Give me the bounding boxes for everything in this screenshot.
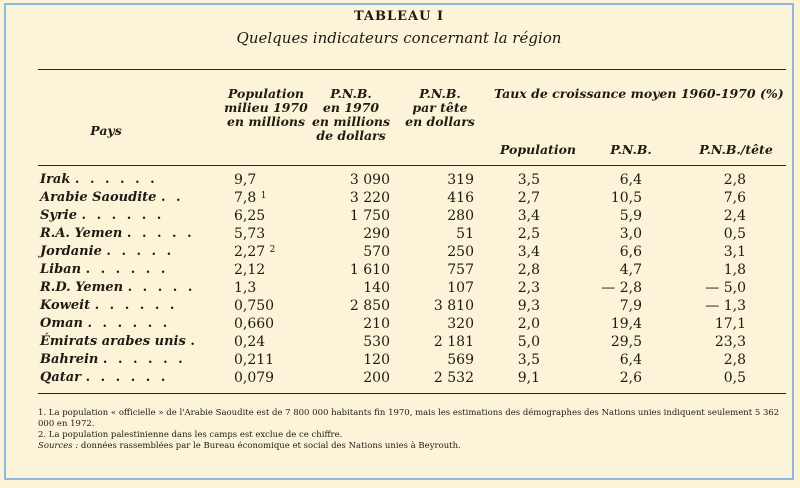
country-name: Koweit <box>40 298 91 313</box>
cell-value: 7,6 <box>723 190 746 206</box>
cell-g-pnb-tete <box>642 225 746 243</box>
cell-value: 2,5 <box>517 226 540 242</box>
footnote-1: 1. La population « officielle » de l'Arabie Saoudite est de 7 800 000 habitants fin 1970, mais les estimations des démographes des Nations unies indiquent seulement 5 362 000 en 1972. <box>38 408 780 429</box>
cell-g-pnb <box>540 261 642 279</box>
cell-value: 210 <box>363 316 390 332</box>
cell-population <box>234 207 298 225</box>
cell-pnb <box>298 171 390 189</box>
footnotes <box>38 408 786 452</box>
cell-pnb-tete <box>390 315 474 333</box>
cell-value: 6,25 <box>234 208 266 224</box>
cell-value: 5,73 <box>234 226 266 242</box>
cell-pnb-tete <box>390 189 474 207</box>
cell-value: 7,8 <box>234 190 257 206</box>
cell-g-pnb-tete <box>642 315 746 333</box>
country-cell <box>40 333 234 351</box>
document-page <box>4 3 794 480</box>
cell-value: 280 <box>447 208 474 224</box>
country-name: R.D. Yemen <box>40 280 124 295</box>
cell-population <box>234 315 298 333</box>
cell-population <box>234 369 298 387</box>
cell-value: 3,4 <box>517 244 540 260</box>
country-cell <box>40 225 234 243</box>
cell-value: 107 <box>447 280 474 296</box>
dot-leader: . . . . . . <box>81 208 165 223</box>
cell-value: 0,079 <box>234 370 275 386</box>
cell-g-pnb <box>540 243 642 261</box>
cell-value: 3,1 <box>723 244 746 260</box>
dot-leader: . . . . . . <box>85 262 169 277</box>
cell-g-pnb <box>540 171 642 189</box>
country-cell <box>40 207 234 225</box>
cell-g-pop <box>474 243 540 261</box>
cell-value: 250 <box>447 244 474 260</box>
header-taux-population: Population <box>499 142 577 157</box>
cell-g-pnb <box>540 297 642 315</box>
cell-population <box>234 297 298 315</box>
header-pnb-tete: P.N.B. par tête en dollars <box>405 86 475 129</box>
sources-text: données rassemblées par le Bureau économique et social des Nations unies à Beyrouth. <box>78 441 461 451</box>
cell-value: 569 <box>447 352 474 368</box>
cell-value: 2,0 <box>517 316 540 332</box>
cell-pnb <box>298 261 390 279</box>
cell-value: 51 <box>456 226 474 242</box>
cell-pnb-tete <box>390 279 474 297</box>
footnote-2: 2. La population palestinienne dans les camps est exclue de ce chiffre. <box>38 430 343 440</box>
cell-g-pnb-tete <box>642 171 746 189</box>
table-row <box>40 207 746 225</box>
cell-population <box>234 333 298 351</box>
cell-value: 3 090 <box>349 172 390 188</box>
country-name: Syrie <box>40 208 78 223</box>
dot-leader: . . . . . . <box>74 172 158 187</box>
country-cell <box>40 297 234 315</box>
cell-population <box>234 243 298 261</box>
bottom-rule <box>38 393 786 394</box>
cell-value: 2,3 <box>517 280 540 296</box>
cell-pnb-tete <box>390 243 474 261</box>
cell-g-pnb-tete <box>642 207 746 225</box>
cell-value: 140 <box>363 280 390 296</box>
dot-leader: . . . . . . <box>85 370 169 385</box>
cell-g-pop <box>474 369 540 387</box>
cell-g-pop <box>474 297 540 315</box>
cell-value: — 2,8 <box>601 280 642 296</box>
cell-value: 200 <box>363 370 390 386</box>
cell-value: 9,3 <box>517 298 540 314</box>
country-cell <box>40 315 234 333</box>
cell-value: 0,750 <box>234 298 275 314</box>
table-row <box>40 261 746 279</box>
header-rule <box>38 165 786 166</box>
cell-value: 757 <box>447 262 474 278</box>
table-row <box>40 297 746 315</box>
dot-leader: . . . . . . <box>102 352 186 367</box>
cell-g-pnb-tete <box>642 279 746 297</box>
cell-value: 3,5 <box>517 352 540 368</box>
cell-pnb <box>298 243 390 261</box>
cell-g-pnb-tete <box>642 297 746 315</box>
cell-population <box>234 225 298 243</box>
cell-g-pnb <box>540 351 642 369</box>
cell-pnb-tete <box>390 297 474 315</box>
cell-value: 120 <box>363 352 390 368</box>
dot-leader: . . . . . . <box>87 316 171 331</box>
cell-pnb <box>298 225 390 243</box>
country-cell <box>40 279 234 297</box>
header-pnb: P.N.B. en 1970 en millions de dollars <box>311 86 391 143</box>
cell-value: 17,1 <box>714 316 746 332</box>
country-cell <box>40 243 234 261</box>
table-row <box>40 189 746 207</box>
dot-leader: . . . . . <box>106 244 175 259</box>
cell-value: 29,5 <box>610 334 642 350</box>
cell-value: — 1,3 <box>705 298 746 314</box>
cell-value: 6,4 <box>619 172 642 188</box>
table-row <box>40 279 746 297</box>
table-row <box>40 333 746 351</box>
cell-g-pnb-tete <box>642 333 746 351</box>
cell-value: — 5,0 <box>705 280 746 296</box>
table-row <box>40 243 746 261</box>
country-name: Émirats arabes unis <box>40 334 186 349</box>
dot-leader: . . . . . <box>126 226 195 241</box>
cell-value: 2,27 <box>234 244 266 260</box>
cell-pnb-tete <box>390 207 474 225</box>
header-taux-pnb: P.N.B. <box>610 142 652 157</box>
header-population: Population milieu 1970 en millions <box>224 86 308 129</box>
cell-g-pop <box>474 315 540 333</box>
cell-value: 1,3 <box>234 280 257 296</box>
cell-pnb <box>298 369 390 387</box>
cell-g-pnb <box>540 207 642 225</box>
table-subtitle: Quelques indicateurs concernant la région <box>236 29 562 47</box>
cell-pnb <box>298 207 390 225</box>
cell-value: 2,7 <box>517 190 540 206</box>
cell-pnb-tete <box>390 333 474 351</box>
cell-value: 3,5 <box>517 172 540 188</box>
country-name: Liban <box>40 262 82 277</box>
sources-label: Sources : <box>38 441 79 451</box>
cell-value: 0,660 <box>234 316 275 332</box>
country-cell <box>40 351 234 369</box>
country-cell <box>40 369 234 387</box>
country-name: Oman <box>40 316 83 331</box>
cell-pnb <box>298 333 390 351</box>
sources-note <box>38 441 786 452</box>
cell-value: 4,7 <box>619 262 642 278</box>
cell-g-pnb-tete <box>642 369 746 387</box>
cell-value: 570 <box>363 244 390 260</box>
cell-value: 0,211 <box>234 352 275 368</box>
cell-value: 0,5 <box>723 226 746 242</box>
footnote-marker: 1 <box>260 191 267 201</box>
cell-value: 3 810 <box>433 298 474 314</box>
cell-pnb-tete <box>390 261 474 279</box>
cell-value: 2,6 <box>619 370 642 386</box>
cell-value: 530 <box>363 334 390 350</box>
cell-population <box>234 171 298 189</box>
cell-value: 3,0 <box>619 226 642 242</box>
indicators-table <box>40 171 746 387</box>
cell-value: 2,4 <box>723 208 746 224</box>
country-name: Qatar <box>40 370 82 385</box>
cell-g-pop <box>474 261 540 279</box>
cell-population <box>234 279 298 297</box>
cell-pnb <box>298 189 390 207</box>
cell-pnb <box>298 351 390 369</box>
cell-value: 2 181 <box>433 334 474 350</box>
table-row <box>40 315 746 333</box>
cell-value: 2,8 <box>517 262 540 278</box>
header-pays: Pays <box>90 123 122 138</box>
cell-value: 2 850 <box>349 298 390 314</box>
cell-value: 19,4 <box>610 316 642 332</box>
country-name: Irak <box>40 172 71 187</box>
cell-value: 23,3 <box>714 334 746 350</box>
cell-value: 9,1 <box>517 370 540 386</box>
cell-value: 9,7 <box>234 172 257 188</box>
dot-leader: . . <box>160 190 184 205</box>
cell-g-pnb-tete <box>642 261 746 279</box>
cell-value: 10,5 <box>610 190 642 206</box>
cell-value: 6,6 <box>619 244 642 260</box>
cell-pnb-tete <box>390 225 474 243</box>
dot-leader: . . . . . . <box>94 298 178 313</box>
country-cell <box>40 189 234 207</box>
country-name: Arabie Saoudite <box>40 190 157 205</box>
cell-value: 2,8 <box>723 172 746 188</box>
cell-value: 2 532 <box>433 370 474 386</box>
dot-leader: . <box>190 334 198 349</box>
cell-value: 3 220 <box>349 190 390 206</box>
cell-population <box>234 261 298 279</box>
table-row <box>40 351 746 369</box>
top-rule <box>38 69 786 70</box>
cell-pnb-tete <box>390 351 474 369</box>
country-cell <box>40 171 234 189</box>
table-row <box>40 225 746 243</box>
cell-value: 319 <box>447 172 474 188</box>
cell-value: 290 <box>363 226 390 242</box>
cell-value: 0,5 <box>723 370 746 386</box>
cell-g-pop <box>474 333 540 351</box>
cell-g-pnb-tete <box>642 243 746 261</box>
cell-pnb <box>298 297 390 315</box>
cell-value: 416 <box>447 190 474 206</box>
cell-pnb-tete <box>390 369 474 387</box>
cell-g-pop <box>474 171 540 189</box>
header-taux-pnb-tete: P.N.B./tête <box>699 142 773 157</box>
cell-pnb-tete <box>390 171 474 189</box>
cell-pnb <box>298 279 390 297</box>
footnote-marker: 2 <box>269 245 276 255</box>
table-title: TABLEAU I <box>353 9 445 24</box>
cell-g-pop <box>474 189 540 207</box>
cell-g-pnb <box>540 279 642 297</box>
cell-value: 2,8 <box>723 352 746 368</box>
cell-population <box>234 351 298 369</box>
cell-value: 3,4 <box>517 208 540 224</box>
cell-pnb <box>298 315 390 333</box>
cell-g-pnb <box>540 369 642 387</box>
cell-g-pop <box>474 351 540 369</box>
cell-value: 5,9 <box>619 208 642 224</box>
cell-value: 7,9 <box>619 298 642 314</box>
cell-g-pnb <box>540 315 642 333</box>
cell-g-pop <box>474 207 540 225</box>
table-row <box>40 369 746 387</box>
country-name: Bahrein <box>40 352 99 367</box>
country-name: Jordanie <box>40 244 102 259</box>
cell-value: 0,24 <box>234 334 266 350</box>
cell-g-pnb-tete <box>642 189 746 207</box>
cell-value: 320 <box>447 316 474 332</box>
cell-value: 5,0 <box>517 334 540 350</box>
cell-g-pnb <box>540 189 642 207</box>
country-name: R.A. Yemen <box>40 226 123 241</box>
country-cell <box>40 261 234 279</box>
cell-value: 6,4 <box>619 352 642 368</box>
cell-g-pop <box>474 279 540 297</box>
cell-value: 1,8 <box>723 262 746 278</box>
cell-g-pnb <box>540 333 642 351</box>
table-row <box>40 171 746 189</box>
cell-g-pnb <box>540 225 642 243</box>
cell-value: 2,12 <box>234 262 266 278</box>
cell-g-pnb-tete <box>642 351 746 369</box>
cell-g-pop <box>474 225 540 243</box>
cell-value: 1 610 <box>349 262 390 278</box>
header-taux-croissance: Taux de croissance moyen 1960-1970 (%) <box>494 86 784 101</box>
cell-value: 1 750 <box>349 208 390 224</box>
cell-population <box>234 189 298 207</box>
dot-leader: . . . . . <box>127 280 196 295</box>
